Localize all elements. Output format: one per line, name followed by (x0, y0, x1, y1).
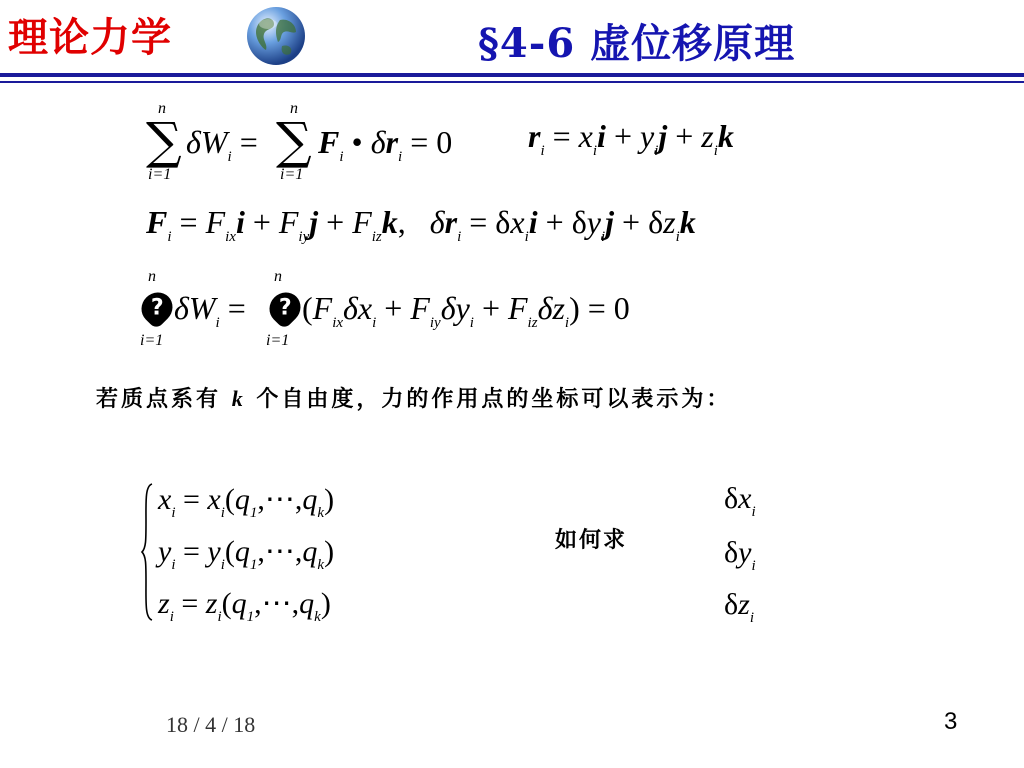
question-how-to-find: 如何求 (555, 528, 628, 553)
section-title: §4-6 虚位移原理 (478, 20, 796, 67)
sum3-lower: i=1 (140, 332, 164, 349)
header-rule-thin (0, 81, 1024, 83)
formula-position-vector: $r_i = x_ii + y_ij + z_ik$ (528, 118, 734, 159)
system-line-z: $z_i$ = $z_i(q_1,\cdots,q_k)$ (158, 587, 331, 625)
eq3-left-text: $\delta W_i$ = (174, 290, 246, 331)
sum3-upper-2: n (274, 268, 282, 285)
virtual-dx: $\delta x_i$ (724, 482, 756, 520)
eq3-right-text: $(F_{ix}\delta x_i + F_{iy}\delta y_i + F_{iz}\delta z_i) = 0$ (302, 290, 630, 331)
sentence-part-1: 若质点系有 (96, 387, 222, 412)
sum-lower-limit: i=1 (148, 166, 172, 183)
formula-force-and-displacement: $F_i = F_{ix}i + F_{iy}j + F_{iz}k$, $\delta r_i = \delta x_ii + \delta y_ij + \delta z_ik$ (146, 204, 696, 245)
sentence-k: k (231, 386, 246, 411)
sigma-symbol-2: ∑ (276, 112, 312, 170)
missing-glyph-icon-2: ? (270, 292, 300, 324)
sum-upper-limit: n (158, 100, 166, 117)
footer-date: 18 / 4 / 18 (166, 712, 256, 737)
sum3-lower-2: i=1 (266, 332, 290, 349)
sentence-part-2: 个自由度，力的作用点的坐标可以表示为： (256, 387, 732, 412)
sum3-upper: n (148, 268, 156, 285)
globe-icon (244, 4, 308, 68)
page-number: 3 (944, 708, 958, 735)
virtual-dy: $\delta y_i$ (724, 536, 756, 574)
header-rule-thick (0, 73, 1024, 77)
system-line-x: $x_i$ = $x_i(q_1,\cdots,q_k)$ (158, 483, 335, 521)
eq1-left-text: $\delta W_i$ = (186, 124, 258, 165)
body-sentence (96, 382, 731, 413)
missing-glyph-icon: ? (142, 292, 172, 324)
system-line-y: $y_i$ = $y_i(q_1,\cdots,q_k)$ (158, 535, 335, 573)
course-title: 理论力学 (8, 15, 172, 61)
sum-lower-limit-2: i=1 (280, 166, 304, 183)
virtual-dz: $\delta z_i$ (724, 588, 754, 626)
eq1-dot-product: $F_i$ • $\delta r_i = 0$ (318, 124, 453, 165)
sigma-symbol: ∑ (146, 112, 182, 170)
sum-upper-limit-2: n (290, 100, 298, 117)
left-brace-icon (141, 482, 153, 622)
